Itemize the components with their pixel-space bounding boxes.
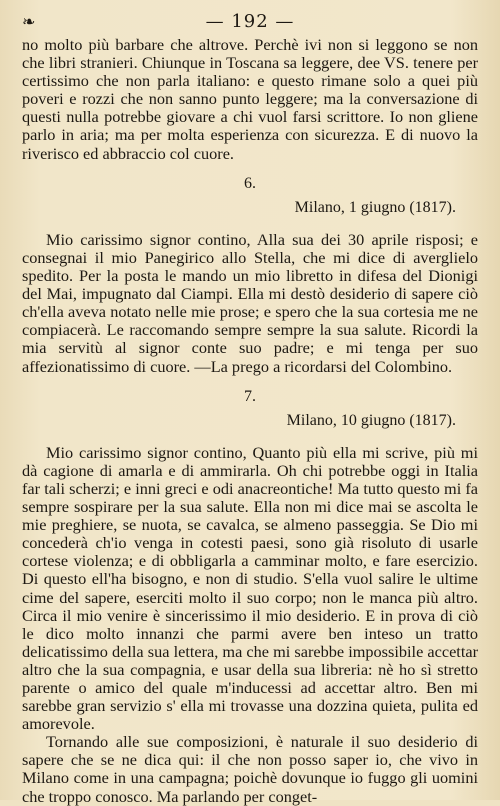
letter-6-paragraph: Mio carissimo signor contino, Alla sua dei 30 aprile risposi; e consegnai il mio Panegirico allo Stella, che mi dice di averglielo spedito. Per la posta le mando un mio libretto in difesa del Dionigi del Mai, impugnato dal Ciampi. Ella mi destò desiderio di sapere ciò ch'ella aveva notato nelle mie prose; e spero che la sua cortesia me ne compiacerà. Le raccomando sempre sempre la sua salute. Ricordi la mia servitù al signor conte suo padre; e mi tenga per suo affezionatissimo di cuore. —La prego a ricordarsi del Colombino.	[22, 229, 478, 376]
letter-6-number: 6.	[244, 174, 256, 192]
page-header	[22, 6, 478, 36]
letter-6-dateline: Milano, 1 giugno (1817).	[294, 198, 456, 216]
letter-7-number: 7.	[244, 387, 256, 405]
page-number: — 192 —	[205, 10, 295, 32]
page-body	[22, 36, 478, 806]
letter-7-paragraph-1: Mio carissimo signor contino, Quanto più ella mi scrive, più mi dà cagione di amarla e di ammirarla. Oh chi potrebbe oggi in Italia far tali scherzi; e inni greci e odi anacreontiche! Ma tutto questo mi fa sempre sospirare per la sua salute. Ella non mi dice mai se ascolta le mie preghiere, se nuota, se cavalca, se almeno passeggia. Se Dio mi concederà ch'io venga in cotesti paesi, sono già risoluto di usarle cortese violenza; e di obbligarla a camminar molto, e fare esercizio. Di questo ell'ha bisogno, e non di studio. S'ella vuol salire le ultime cime del sapere, eserciti molto il suo corpo; non le manca più altro. Circa il mio venire è sincerissimo il mio desiderio. E in prova di ciò le dico molto innanzi che parmi avere ben inteso un tratto delicatissimo della sua lettera, ma che mi sarebbe impossibile accettar altro che la sua compagnia, e usar della sua libreria: nè ho sì stretto parente o amico del quale m'inducessi ad accettar altro. Ben mi sarebbe gran servizio s' ella mi trovasse una dozzina quieta, pulita ed amorevole.	[22, 442, 478, 734]
letter-7-paragraph-2: Tornando alle sue composizioni, è naturale il suo desiderio di sapere che se ne dica qui: il che non posso saper io, che vivo in Milano come in una campagna; poichè dovunque io fuggo gli uomini che troppo conosco. Ma parlando per conget-	[22, 732, 478, 806]
ornament-icon: ❧	[22, 11, 36, 31]
intro-paragraph: no molto più barbare che altrove. Perchè ivi non si leggono se non che libri stranieri. Chiunque in Toscana sa leggere, dee VS. tenere per certissimo che non parla italiano: e questo rimane solo a quei più poveri e rozzi che non sanno punto leggere; ma la conversazione di questi nulla potrebbe giovare a chi vuol farsi scrittore. Io non gliene parlo in aria; ma per molta esperienza con sicurezza. E di nuovo la riverisco ed abbraccio col cuore.	[22, 35, 478, 163]
letter-7-dateline: Milano, 10 giugno (1817).	[286, 411, 456, 429]
